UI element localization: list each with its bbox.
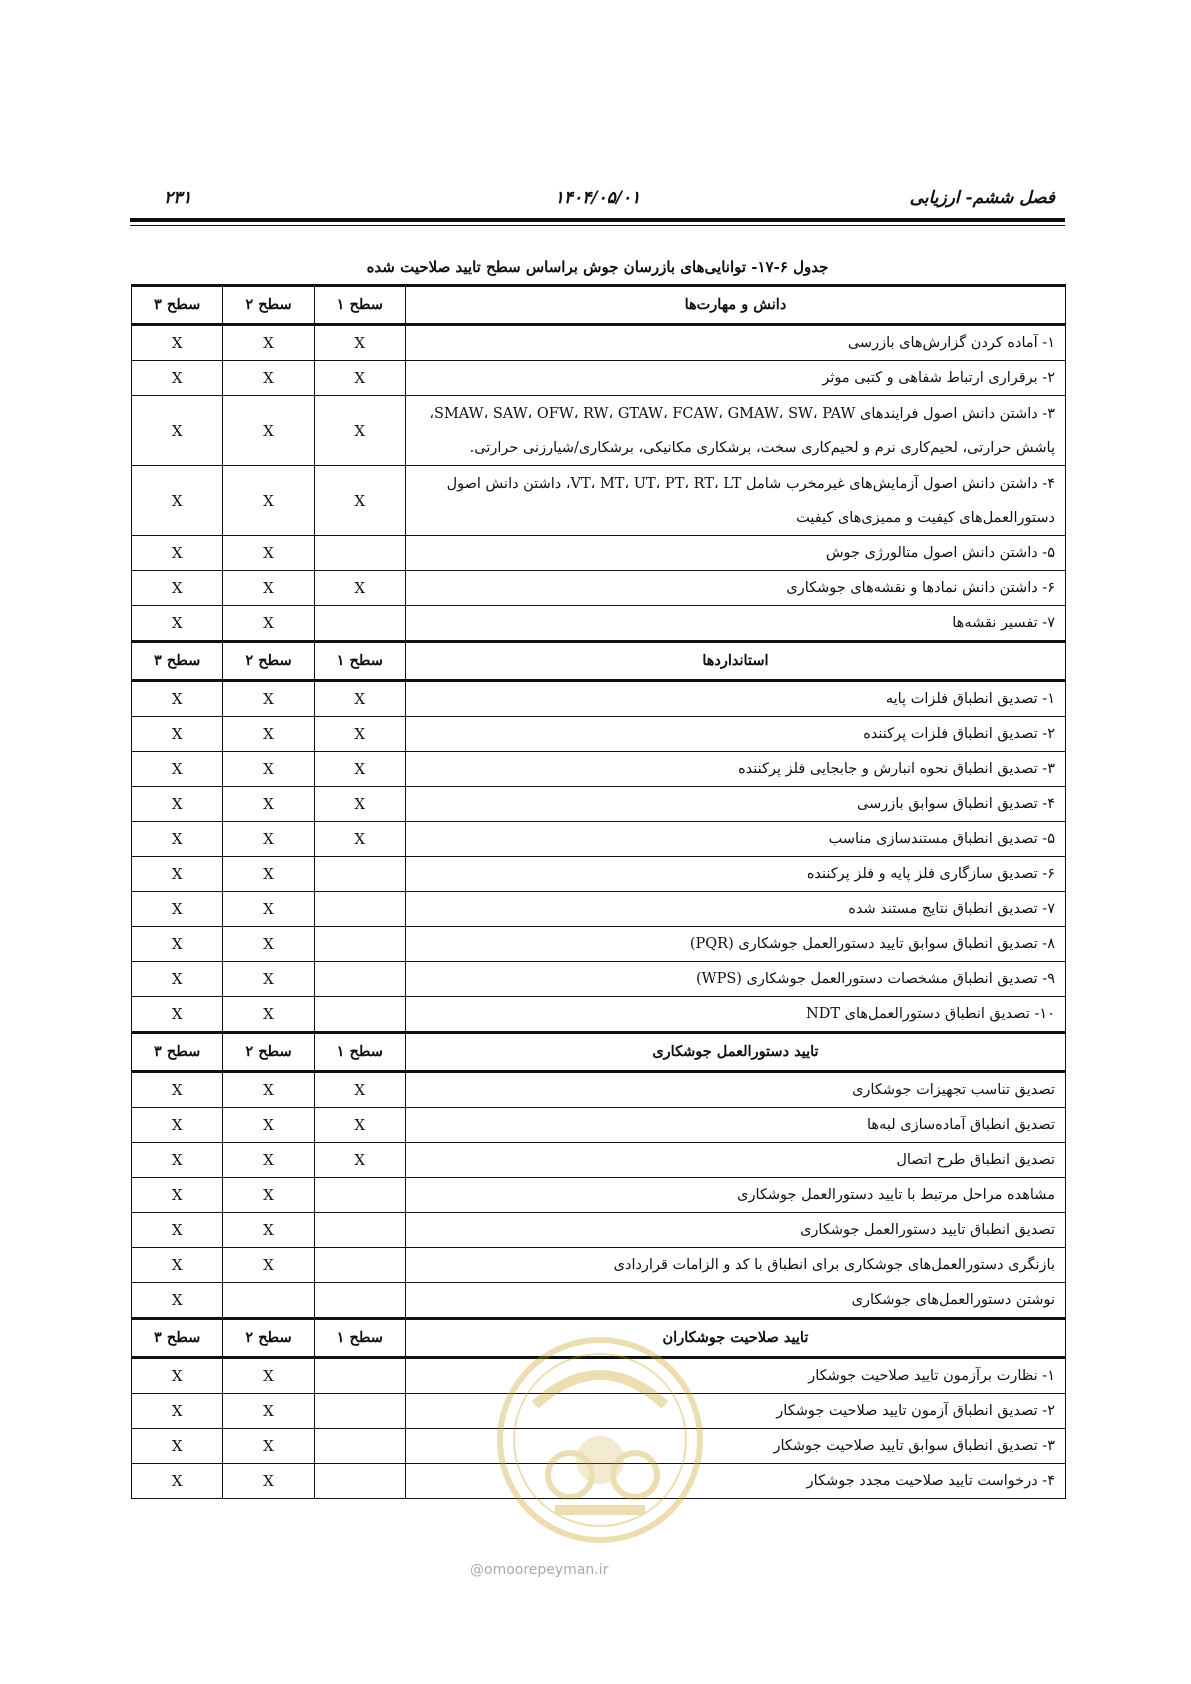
level-mark-l2: X <box>223 822 314 857</box>
level-2-header: سطح ۲ <box>223 642 314 681</box>
table-row <box>132 325 1066 361</box>
table-row <box>132 1108 1066 1143</box>
level-mark-l1: X <box>314 571 405 606</box>
table-row <box>132 857 1066 892</box>
level-mark-l2: X <box>223 466 314 536</box>
watermark-url <box>470 1562 608 1578</box>
level-mark-l2: X <box>223 1358 314 1394</box>
table-row <box>132 717 1066 752</box>
competency-text: ۳- داشتن دانش اصول فرایندهای SMAW، SAW، OFW، RW، GTAW، FCAW، GMAW، SW، PAW، پاشش حرارتی، لحیم‌کاری نرم و لحیم‌کاری سخت، برشکاری مکانیکی، برشکاری/شیارزنی حرارتی. <box>405 396 1065 466</box>
level-2-header: سطح ۲ <box>223 1319 314 1358</box>
level-mark-l3: X <box>132 606 223 642</box>
level-mark-l2: X <box>223 1178 314 1213</box>
level-mark-l3: X <box>132 997 223 1033</box>
level-mark-l3: X <box>132 1358 223 1394</box>
level-mark-l2: X <box>223 1248 314 1283</box>
level-mark-l1 <box>314 606 405 642</box>
section-header <box>132 642 1066 681</box>
competency-text: تصدیق تناسب تجهیزات جوشکاری <box>405 1072 1065 1108</box>
level-mark-l2: X <box>223 1464 314 1499</box>
level-mark-l1: X <box>314 787 405 822</box>
level-mark-l1 <box>314 962 405 997</box>
level-2-header: سطح ۲ <box>223 1033 314 1072</box>
level-mark-l1: X <box>314 396 405 466</box>
level-mark-l2: X <box>223 325 314 361</box>
level-mark-l3: X <box>132 396 223 466</box>
level-1-header: سطح ۱ <box>314 642 405 681</box>
table-row <box>132 1178 1066 1213</box>
table-row <box>132 466 1066 536</box>
competency-text: ۴- تصدیق انطباق سوابق بازرسی <box>405 787 1065 822</box>
level-mark-l1 <box>314 857 405 892</box>
table-row <box>132 536 1066 571</box>
level-mark-l2 <box>223 1283 314 1319</box>
level-mark-l1 <box>314 1178 405 1213</box>
level-mark-l2: X <box>223 752 314 787</box>
competency-text: تصدیق انطباق طرح اتصال <box>405 1143 1065 1178</box>
level-1-header: سطح ۱ <box>314 1319 405 1358</box>
header-rule-thick <box>130 218 1065 222</box>
section-title: استانداردها <box>405 642 1065 681</box>
level-mark-l3: X <box>132 361 223 396</box>
competency-text: ۷- تفسیر نقشه‌ها <box>405 606 1065 642</box>
level-1-header: سطح ۱ <box>314 1033 405 1072</box>
header-rule-thin <box>130 225 1065 226</box>
competency-text: ۶- تصدیق سازگاری فلز پایه و فلز پرکننده <box>405 857 1065 892</box>
watermark-url-text: omoorepeyman.ir <box>484 1562 609 1578</box>
table-row <box>132 892 1066 927</box>
competency-text: ۳- تصدیق انطباق نحوه انبارش و جابجایی فلز پرکننده <box>405 752 1065 787</box>
level-mark-l2: X <box>223 892 314 927</box>
section-title: تایید دستورالعمل جوشکاری <box>405 1033 1065 1072</box>
level-mark-l1: X <box>314 325 405 361</box>
level-mark-l3: X <box>132 1429 223 1464</box>
level-mark-l1: X <box>314 681 405 717</box>
competency-text: ۲- تصدیق انطباق فلزات پرکننده <box>405 717 1065 752</box>
competency-text: تصدیق انطباق آماده‌سازی لبه‌ها <box>405 1108 1065 1143</box>
level-mark-l1 <box>314 1358 405 1394</box>
competency-text: ۵- داشتن دانش اصول متالورژی جوش <box>405 536 1065 571</box>
level-3-header: سطح ۳ <box>132 1033 223 1072</box>
level-mark-l3: X <box>132 787 223 822</box>
table-row <box>132 752 1066 787</box>
competency-text: ۸- تصدیق انطباق سوابق تایید دستورالعمل جوشکاری (PQR) <box>405 927 1065 962</box>
competency-text: ۶- داشتن دانش نمادها و نقشه‌های جوشکاری <box>405 571 1065 606</box>
level-mark-l3: X <box>132 717 223 752</box>
page-number: ۲۳۱ <box>164 188 192 208</box>
level-mark-l2: X <box>223 927 314 962</box>
level-mark-l3: X <box>132 962 223 997</box>
level-mark-l1 <box>314 536 405 571</box>
table-caption: جدول ۶-۱۷- توانایی‌های بازرسان جوش براساس سطح تایید صلاحیت شده <box>366 258 829 276</box>
level-mark-l1 <box>314 1464 405 1499</box>
level-mark-l1 <box>314 1283 405 1319</box>
table-row <box>132 1072 1066 1108</box>
level-mark-l2: X <box>223 1429 314 1464</box>
level-mark-l2: X <box>223 396 314 466</box>
level-mark-l3: X <box>132 1213 223 1248</box>
level-mark-l3: X <box>132 1248 223 1283</box>
level-1-header: سطح ۱ <box>314 286 405 325</box>
competency-text: ۵- تصدیق انطباق مستندسازی مناسب <box>405 822 1065 857</box>
at-icon: @ <box>470 1562 484 1578</box>
watermark-seal-icon <box>495 1335 705 1545</box>
level-mark-l3: X <box>132 681 223 717</box>
table-row <box>132 1213 1066 1248</box>
level-mark-l1 <box>314 1429 405 1464</box>
level-mark-l3: X <box>132 1464 223 1499</box>
level-mark-l2: X <box>223 571 314 606</box>
level-mark-l1: X <box>314 1108 405 1143</box>
level-mark-l1: X <box>314 1072 405 1108</box>
level-3-header: سطح ۳ <box>132 286 223 325</box>
level-mark-l3: X <box>132 892 223 927</box>
table-row <box>132 787 1066 822</box>
competency-text: ۷- تصدیق انطباق نتایج مستند شده <box>405 892 1065 927</box>
level-mark-l3: X <box>132 857 223 892</box>
level-mark-l3: X <box>132 1283 223 1319</box>
competency-text: ۱- نظارت برآزمون تایید صلاحیت جوشکار <box>405 1358 1065 1394</box>
competency-text: ۹- تصدیق انطباق مشخصات دستورالعمل جوشکاری (WPS) <box>405 962 1065 997</box>
table-row <box>132 396 1066 466</box>
level-mark-l3: X <box>132 571 223 606</box>
competency-text: ۴- داشتن دانش اصول آزمایش‌های غیرمخرب شامل VT، MT، UT، PT، RT، LT، داشتن دانش اصول دستورالعمل‌های کیفیت و ممیزی‌های کیفیت <box>405 466 1065 536</box>
level-mark-l1 <box>314 1394 405 1429</box>
table-row <box>132 606 1066 642</box>
table-row <box>132 962 1066 997</box>
competency-table <box>131 284 1066 1499</box>
chapter-title: فصل ششم- ارزیابی <box>909 188 1055 208</box>
competency-text: ۲- برقراری ارتباط شفاهی و کتبی موثر <box>405 361 1065 396</box>
level-mark-l1 <box>314 892 405 927</box>
level-mark-l3: X <box>132 325 223 361</box>
section-title: تایید صلاحیت جوشکاران <box>405 1319 1065 1358</box>
header-date: ۱۴۰۴/۰۵/۰۱ <box>554 188 641 208</box>
level-mark-l2: X <box>223 857 314 892</box>
level-mark-l2: X <box>223 962 314 997</box>
level-mark-l1: X <box>314 822 405 857</box>
table-row <box>132 927 1066 962</box>
table-row <box>132 361 1066 396</box>
level-mark-l3: X <box>132 1072 223 1108</box>
level-mark-l3: X <box>132 752 223 787</box>
level-mark-l2: X <box>223 997 314 1033</box>
table-row <box>132 681 1066 717</box>
level-3-header: سطح ۳ <box>132 1319 223 1358</box>
level-mark-l1: X <box>314 361 405 396</box>
competency-text: نوشتن دستورالعمل‌های جوشکاری <box>405 1283 1065 1319</box>
level-mark-l3: X <box>132 466 223 536</box>
level-mark-l2: X <box>223 1143 314 1178</box>
level-mark-l2: X <box>223 1213 314 1248</box>
section-header <box>132 286 1066 325</box>
competency-text: تصدیق انطباق تایید دستورالعمل جوشکاری <box>405 1213 1065 1248</box>
table-row <box>132 571 1066 606</box>
competency-text: مشاهده مراحل مرتبط با تایید دستورالعمل جوشکاری <box>405 1178 1065 1213</box>
page-header <box>130 188 1065 216</box>
level-mark-l2: X <box>223 1108 314 1143</box>
level-mark-l2: X <box>223 787 314 822</box>
level-mark-l1 <box>314 997 405 1033</box>
level-mark-l1: X <box>314 1143 405 1178</box>
level-mark-l2: X <box>223 1072 314 1108</box>
level-3-header: سطح ۳ <box>132 642 223 681</box>
level-mark-l2: X <box>223 1394 314 1429</box>
level-mark-l3: X <box>132 1178 223 1213</box>
level-2-header: سطح ۲ <box>223 286 314 325</box>
level-mark-l2: X <box>223 606 314 642</box>
level-mark-l3: X <box>132 927 223 962</box>
level-mark-l3: X <box>132 1108 223 1143</box>
level-mark-l3: X <box>132 1394 223 1429</box>
competency-text: بازنگری دستورالعمل‌های جوشکاری برای انطباق با کد و الزامات قراردادی <box>405 1248 1065 1283</box>
section-title: دانش و مهارت‌ها <box>405 286 1065 325</box>
level-mark-l2: X <box>223 361 314 396</box>
table-row <box>132 1283 1066 1319</box>
level-mark-l1 <box>314 927 405 962</box>
competency-text: ۱- آماده کردن گزارش‌های بازرسی <box>405 325 1065 361</box>
level-mark-l3: X <box>132 1143 223 1178</box>
table-row <box>132 997 1066 1033</box>
level-mark-l3: X <box>132 536 223 571</box>
table-row <box>132 822 1066 857</box>
level-mark-l2: X <box>223 717 314 752</box>
level-mark-l2: X <box>223 681 314 717</box>
table-row <box>132 1248 1066 1283</box>
competency-text: ۳- تصدیق انطباق سوابق تایید صلاحیت جوشکار <box>405 1429 1065 1464</box>
level-mark-l3: X <box>132 822 223 857</box>
level-mark-l2: X <box>223 536 314 571</box>
level-mark-l1: X <box>314 752 405 787</box>
table-row <box>132 1143 1066 1178</box>
section-header <box>132 1033 1066 1072</box>
competency-text: ۱- تصدیق انطباق فلزات پایه <box>405 681 1065 717</box>
level-mark-l1 <box>314 1213 405 1248</box>
competency-text: ۴- درخواست تایید صلاحیت مجدد جوشکار <box>405 1464 1065 1499</box>
level-mark-l1: X <box>314 717 405 752</box>
competency-text: ۲- تصدیق انطباق آزمون تایید صلاحیت جوشکار <box>405 1394 1065 1429</box>
competency-text: ۱۰- تصدیق انطباق دستورالعمل‌های NDT <box>405 997 1065 1033</box>
level-mark-l1 <box>314 1248 405 1283</box>
level-mark-l1: X <box>314 466 405 536</box>
